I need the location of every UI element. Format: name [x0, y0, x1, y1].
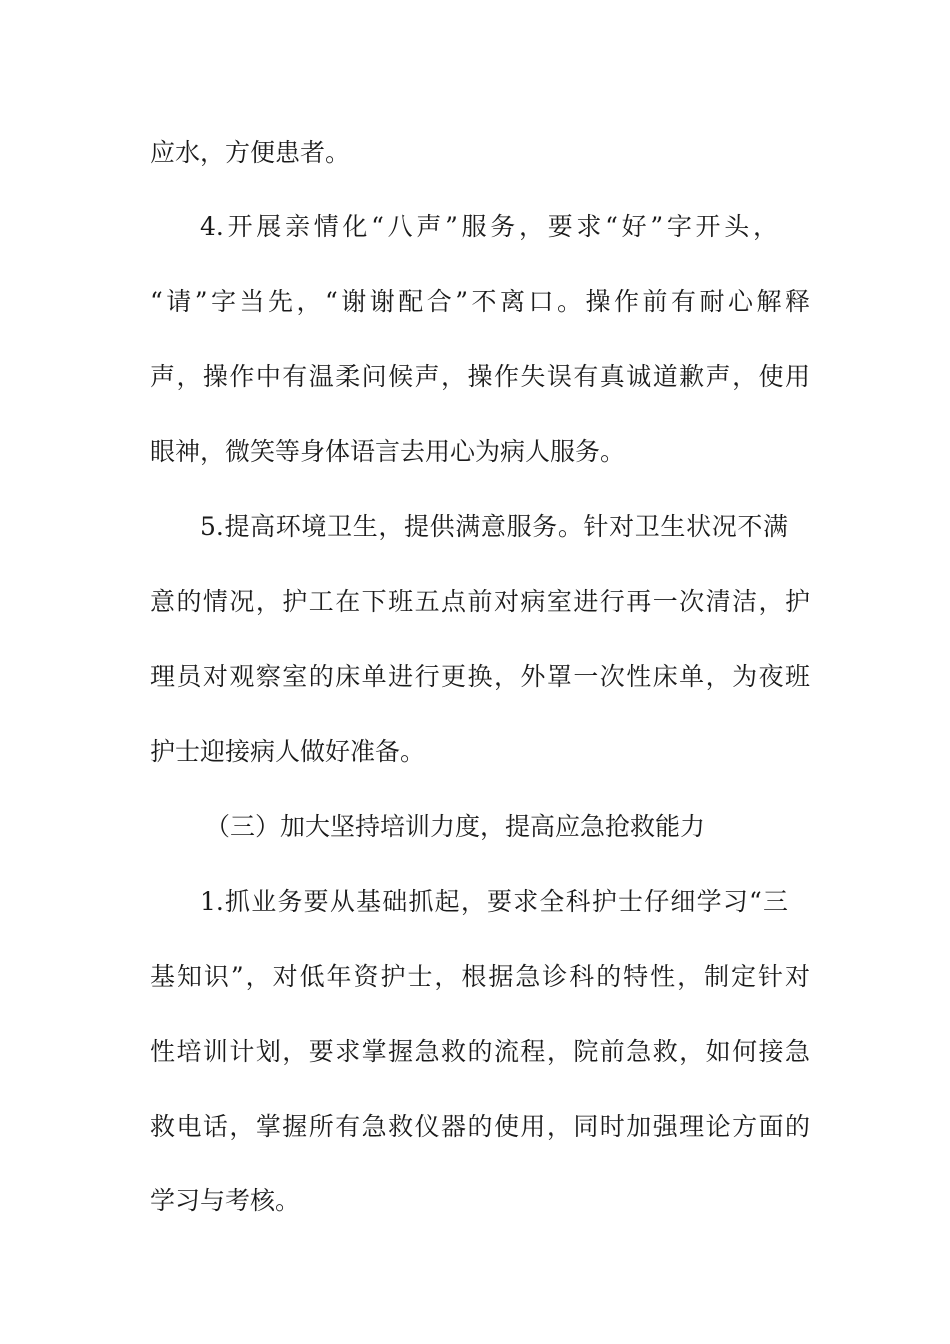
text-line-1: 应水，方便患者。 — [150, 138, 351, 167]
text-line-9: 护士迎接病人做好准备。 — [150, 737, 426, 766]
text-line-3: “请”字当先，“谢谢配合”不离口。操作前有耐心解释 — [150, 287, 810, 316]
text-line-7: 意的情况，护工在下班五点前对病室进行再一次清洁，护 — [150, 587, 810, 616]
paragraph-5-start: 5.提高环境卫生，提供满意服务。针对卫生状况不满 — [200, 512, 788, 541]
text-line-4: 声，操作中有温柔问候声，操作失误有真诚道歉声，使用 — [150, 362, 810, 391]
paragraph-4-start: 4.开展亲情化“八声”服务，要求“好”字开头， — [200, 212, 778, 241]
text-line-13: 性培训计划，要求掌握急救的流程，院前急救，如何接急 — [150, 1037, 810, 1066]
section-heading-3: （三）加大坚持培训力度，提高应急抢救能力 — [205, 812, 706, 841]
text-line-15: 学习与考核。 — [150, 1186, 301, 1215]
text-line-8: 理员对观察室的床单进行更换，外罩一次性床单，为夜班 — [150, 662, 810, 691]
paragraph-1-start: 1.抓业务要从基础抓起，要求全科护士仔细学习“三 — [200, 887, 788, 916]
text-line-14: 救电话，掌握所有急救仪器的使用，同时加强理论方面的 — [150, 1112, 810, 1141]
text-line-12: 基知识”，对低年资护士，根据急诊科的特性，制定针对 — [150, 962, 810, 991]
text-line-5: 眼神，微笑等身体语言去用心为病人服务。 — [150, 437, 626, 466]
